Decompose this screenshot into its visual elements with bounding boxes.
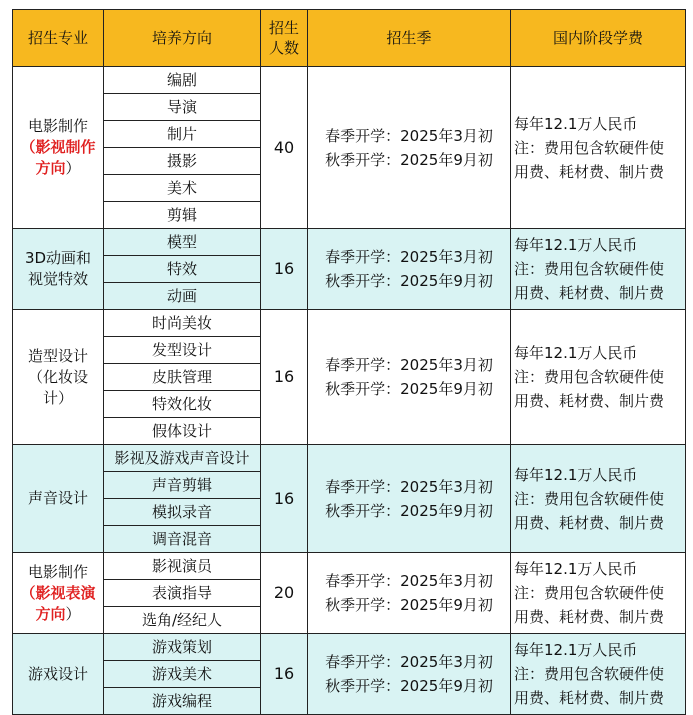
count-cell: 20: [261, 553, 308, 634]
table-row: [13, 310, 686, 337]
major-cell: 电影制作 （影视制作 方向）: [13, 67, 104, 229]
direction-cell: 表演指导: [104, 580, 261, 607]
fee-cell: 每年12.1万人民币 注：费用包含软硬件使 用费、耗材费、制片费: [511, 229, 686, 310]
table-row: [13, 634, 686, 661]
header-count: 招生 人数: [261, 10, 308, 67]
major-cell: 造型设计 （化妆设 计）: [13, 310, 104, 445]
direction-cell: 声音剪辑: [104, 472, 261, 499]
fee-cell: 每年12.1万人民币 注：费用包含软硬件使 用费、耗材费、制片费: [511, 310, 686, 445]
header-major: 招生专业: [13, 10, 104, 67]
header-season: 招生季: [308, 10, 511, 67]
direction-cell: 制片: [104, 121, 261, 148]
direction-cell: 剪辑: [104, 202, 261, 229]
direction-cell: 游戏编程: [104, 688, 261, 715]
table-row: [13, 229, 686, 256]
season-cell: 春季开学：2025年3月初 秋季开学：2025年9月初: [308, 67, 511, 229]
fee-cell: 每年12.1万人民币 注：费用包含软硬件使 用费、耗材费、制片费: [511, 445, 686, 553]
direction-cell: 调音混音: [104, 526, 261, 553]
direction-cell: 动画: [104, 283, 261, 310]
header-direction: 培养方向: [104, 10, 261, 67]
count-cell: 16: [261, 445, 308, 553]
direction-cell: 皮肤管理: [104, 364, 261, 391]
fee-cell: 每年12.1万人民币 注：费用包含软硬件使 用费、耗材费、制片费: [511, 553, 686, 634]
season-cell: 春季开学：2025年3月初 秋季开学：2025年9月初: [308, 310, 511, 445]
table-row: [13, 67, 686, 94]
count-cell: 16: [261, 310, 308, 445]
header-row: [13, 10, 686, 67]
enrollment-table: [12, 9, 686, 715]
table-row: [13, 445, 686, 472]
direction-cell: 模型: [104, 229, 261, 256]
season-cell: 春季开学：2025年3月初 秋季开学：2025年9月初: [308, 229, 511, 310]
fee-cell: 每年12.1万人民币 注：费用包含软硬件使 用费、耗材费、制片费: [511, 634, 686, 715]
season-cell: 春季开学：2025年3月初 秋季开学：2025年9月初: [308, 445, 511, 553]
direction-cell: 时尚美妆: [104, 310, 261, 337]
season-cell: 春季开学：2025年3月初 秋季开学：2025年9月初: [308, 553, 511, 634]
major-cell: 游戏设计: [13, 634, 104, 715]
direction-cell: 模拟录音: [104, 499, 261, 526]
direction-cell: 游戏策划: [104, 634, 261, 661]
count-cell: 16: [261, 229, 308, 310]
table-row: [13, 553, 686, 580]
direction-cell: 特效: [104, 256, 261, 283]
fee-cell: 每年12.1万人民币 注：费用包含软硬件使 用费、耗材费、制片费: [511, 67, 686, 229]
direction-cell: 影视及游戏声音设计: [104, 445, 261, 472]
major-cell: 3D动画和 视觉特效: [13, 229, 104, 310]
direction-cell: 游戏美术: [104, 661, 261, 688]
direction-cell: 编剧: [104, 67, 261, 94]
direction-cell: 特效化妆: [104, 391, 261, 418]
direction-cell: 影视演员: [104, 553, 261, 580]
direction-cell: 发型设计: [104, 337, 261, 364]
direction-cell: 摄影: [104, 148, 261, 175]
season-cell: 春季开学：2025年3月初 秋季开学：2025年9月初: [308, 634, 511, 715]
count-cell: 40: [261, 67, 308, 229]
direction-cell: 美术: [104, 175, 261, 202]
header-fee: 国内阶段学费: [511, 10, 686, 67]
direction-cell: 假体设计: [104, 418, 261, 445]
major-cell: 声音设计: [13, 445, 104, 553]
direction-cell: 选角/经纪人: [104, 607, 261, 634]
count-cell: 16: [261, 634, 308, 715]
direction-cell: 导演: [104, 94, 261, 121]
major-cell: 电影制作 （影视表演 方向）: [13, 553, 104, 634]
